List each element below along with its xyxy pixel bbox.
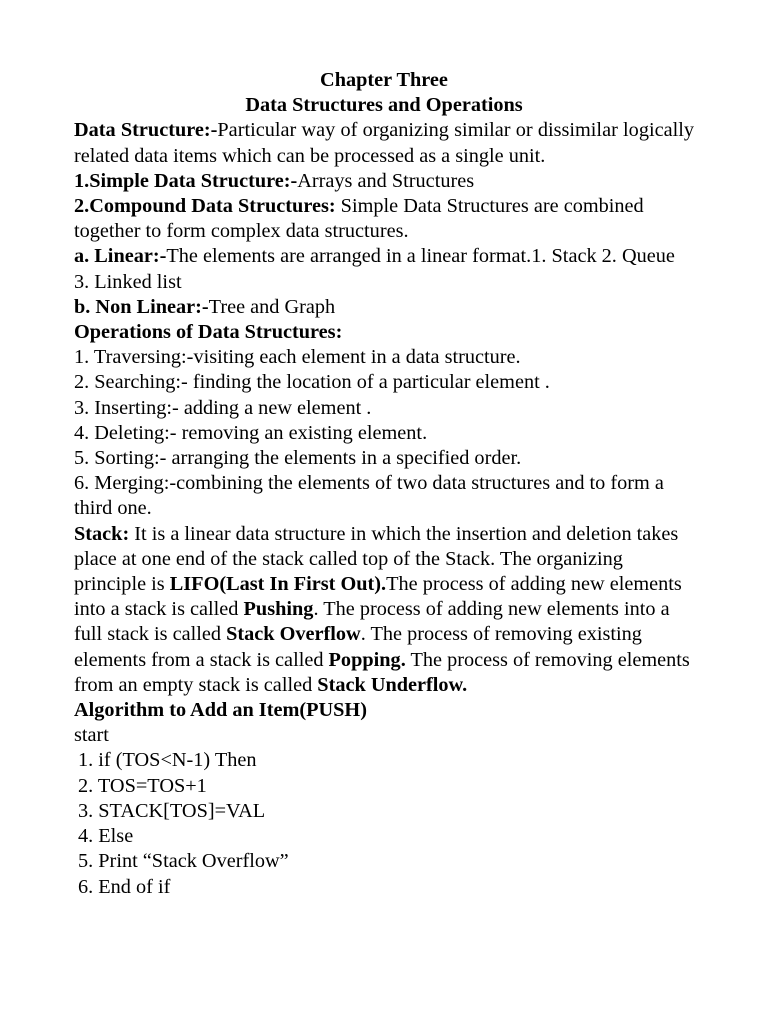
stack-overflow-term: Stack Overflow — [226, 623, 361, 646]
list-item: 1. Traversing:-visiting each element in a data structure. — [74, 346, 521, 369]
operations-list — [74, 345, 694, 521]
list-item: 4. Else — [78, 825, 134, 848]
list-item: 2. TOS=TOS+1 — [78, 774, 207, 797]
chapter-title: Chapter Three — [320, 69, 448, 91]
compound-structure-paragraph — [74, 194, 694, 244]
stack-text-4: . The process of removing existing elements from a stack is called — [74, 623, 642, 671]
stack-lifo: LIFO(Last In First Out). — [169, 573, 387, 596]
compound-term: 2.Compound Data Structures: — [74, 195, 336, 218]
simple-term: 1.Simple Data Structure:- — [74, 169, 298, 192]
list-item: 3. STACK[TOS]=VAL — [78, 799, 266, 822]
document-page — [74, 68, 694, 900]
list-item: 4. Deleting:- removing an existing element. — [74, 421, 428, 444]
non-linear-text: Tree and Graph — [208, 295, 336, 318]
list-item: 2. Searching:- finding the location of a particular element . — [74, 371, 550, 394]
algorithm-heading — [74, 698, 694, 723]
list-item: 1. if (TOS<N-1) Then — [78, 749, 257, 772]
stack-paragraph — [74, 522, 694, 698]
stack-text-1: It is a linear data structure in which the insertion and deletion takes place at one end of the stack called top of the Stack. The organizing principle is — [74, 522, 679, 596]
stack-underflow-term: Stack Underflow. — [317, 673, 468, 696]
stack-pushing: Pushing — [243, 598, 314, 621]
stack-text-3: . The process of adding new elements into a full stack is called — [74, 598, 670, 646]
linear-paragraph — [74, 244, 694, 294]
stack-term: Stack: — [74, 522, 130, 545]
list-item: 6. Merging:-combining the elements of two data structures and to form a third one. — [74, 472, 664, 520]
chapter-subtitle: Data Structures and Operations — [245, 94, 523, 117]
linear-term: a. Linear:- — [74, 245, 167, 268]
linear-text: The elements are arranged in a linear format.1. Stack 2. Queue 3. Linked list — [74, 245, 675, 293]
stack-popping: Popping. — [328, 648, 406, 671]
algorithm-steps — [74, 748, 694, 899]
non-linear-line — [74, 295, 694, 320]
simple-text: Arrays and Structures — [297, 169, 475, 192]
definition-text: Particular way of organizing similar or dissimilar logically related data items which can be processed as a single unit. — [74, 119, 695, 167]
list-item: 5. Sorting:- arranging the elements in a specified order. — [74, 447, 522, 470]
non-linear-term: b. Non Linear:- — [74, 295, 209, 318]
definition-term: Data Structure:- — [74, 119, 218, 142]
algorithm-start: start — [74, 724, 109, 747]
stack-text-2: The process of adding new elements into a stack is called — [74, 573, 682, 621]
algorithm-heading-text: Algorithm to Add an Item(PUSH) — [74, 699, 367, 722]
compound-text: Simple Data Structures are combined together to form complex data structures. — [74, 195, 644, 243]
operations-heading-text: Operations of Data Structures: — [74, 321, 343, 344]
list-item: 6. End of if — [78, 875, 171, 898]
stack-text-5: The process of removing elements from an empty stack is called — [74, 648, 690, 696]
simple-structure-line — [74, 169, 694, 194]
list-item: 5. Print “Stack Overflow” — [78, 850, 289, 873]
list-item: 3. Inserting:- adding a new element . — [74, 396, 372, 419]
definition-paragraph — [74, 118, 694, 168]
operations-heading — [74, 320, 694, 345]
